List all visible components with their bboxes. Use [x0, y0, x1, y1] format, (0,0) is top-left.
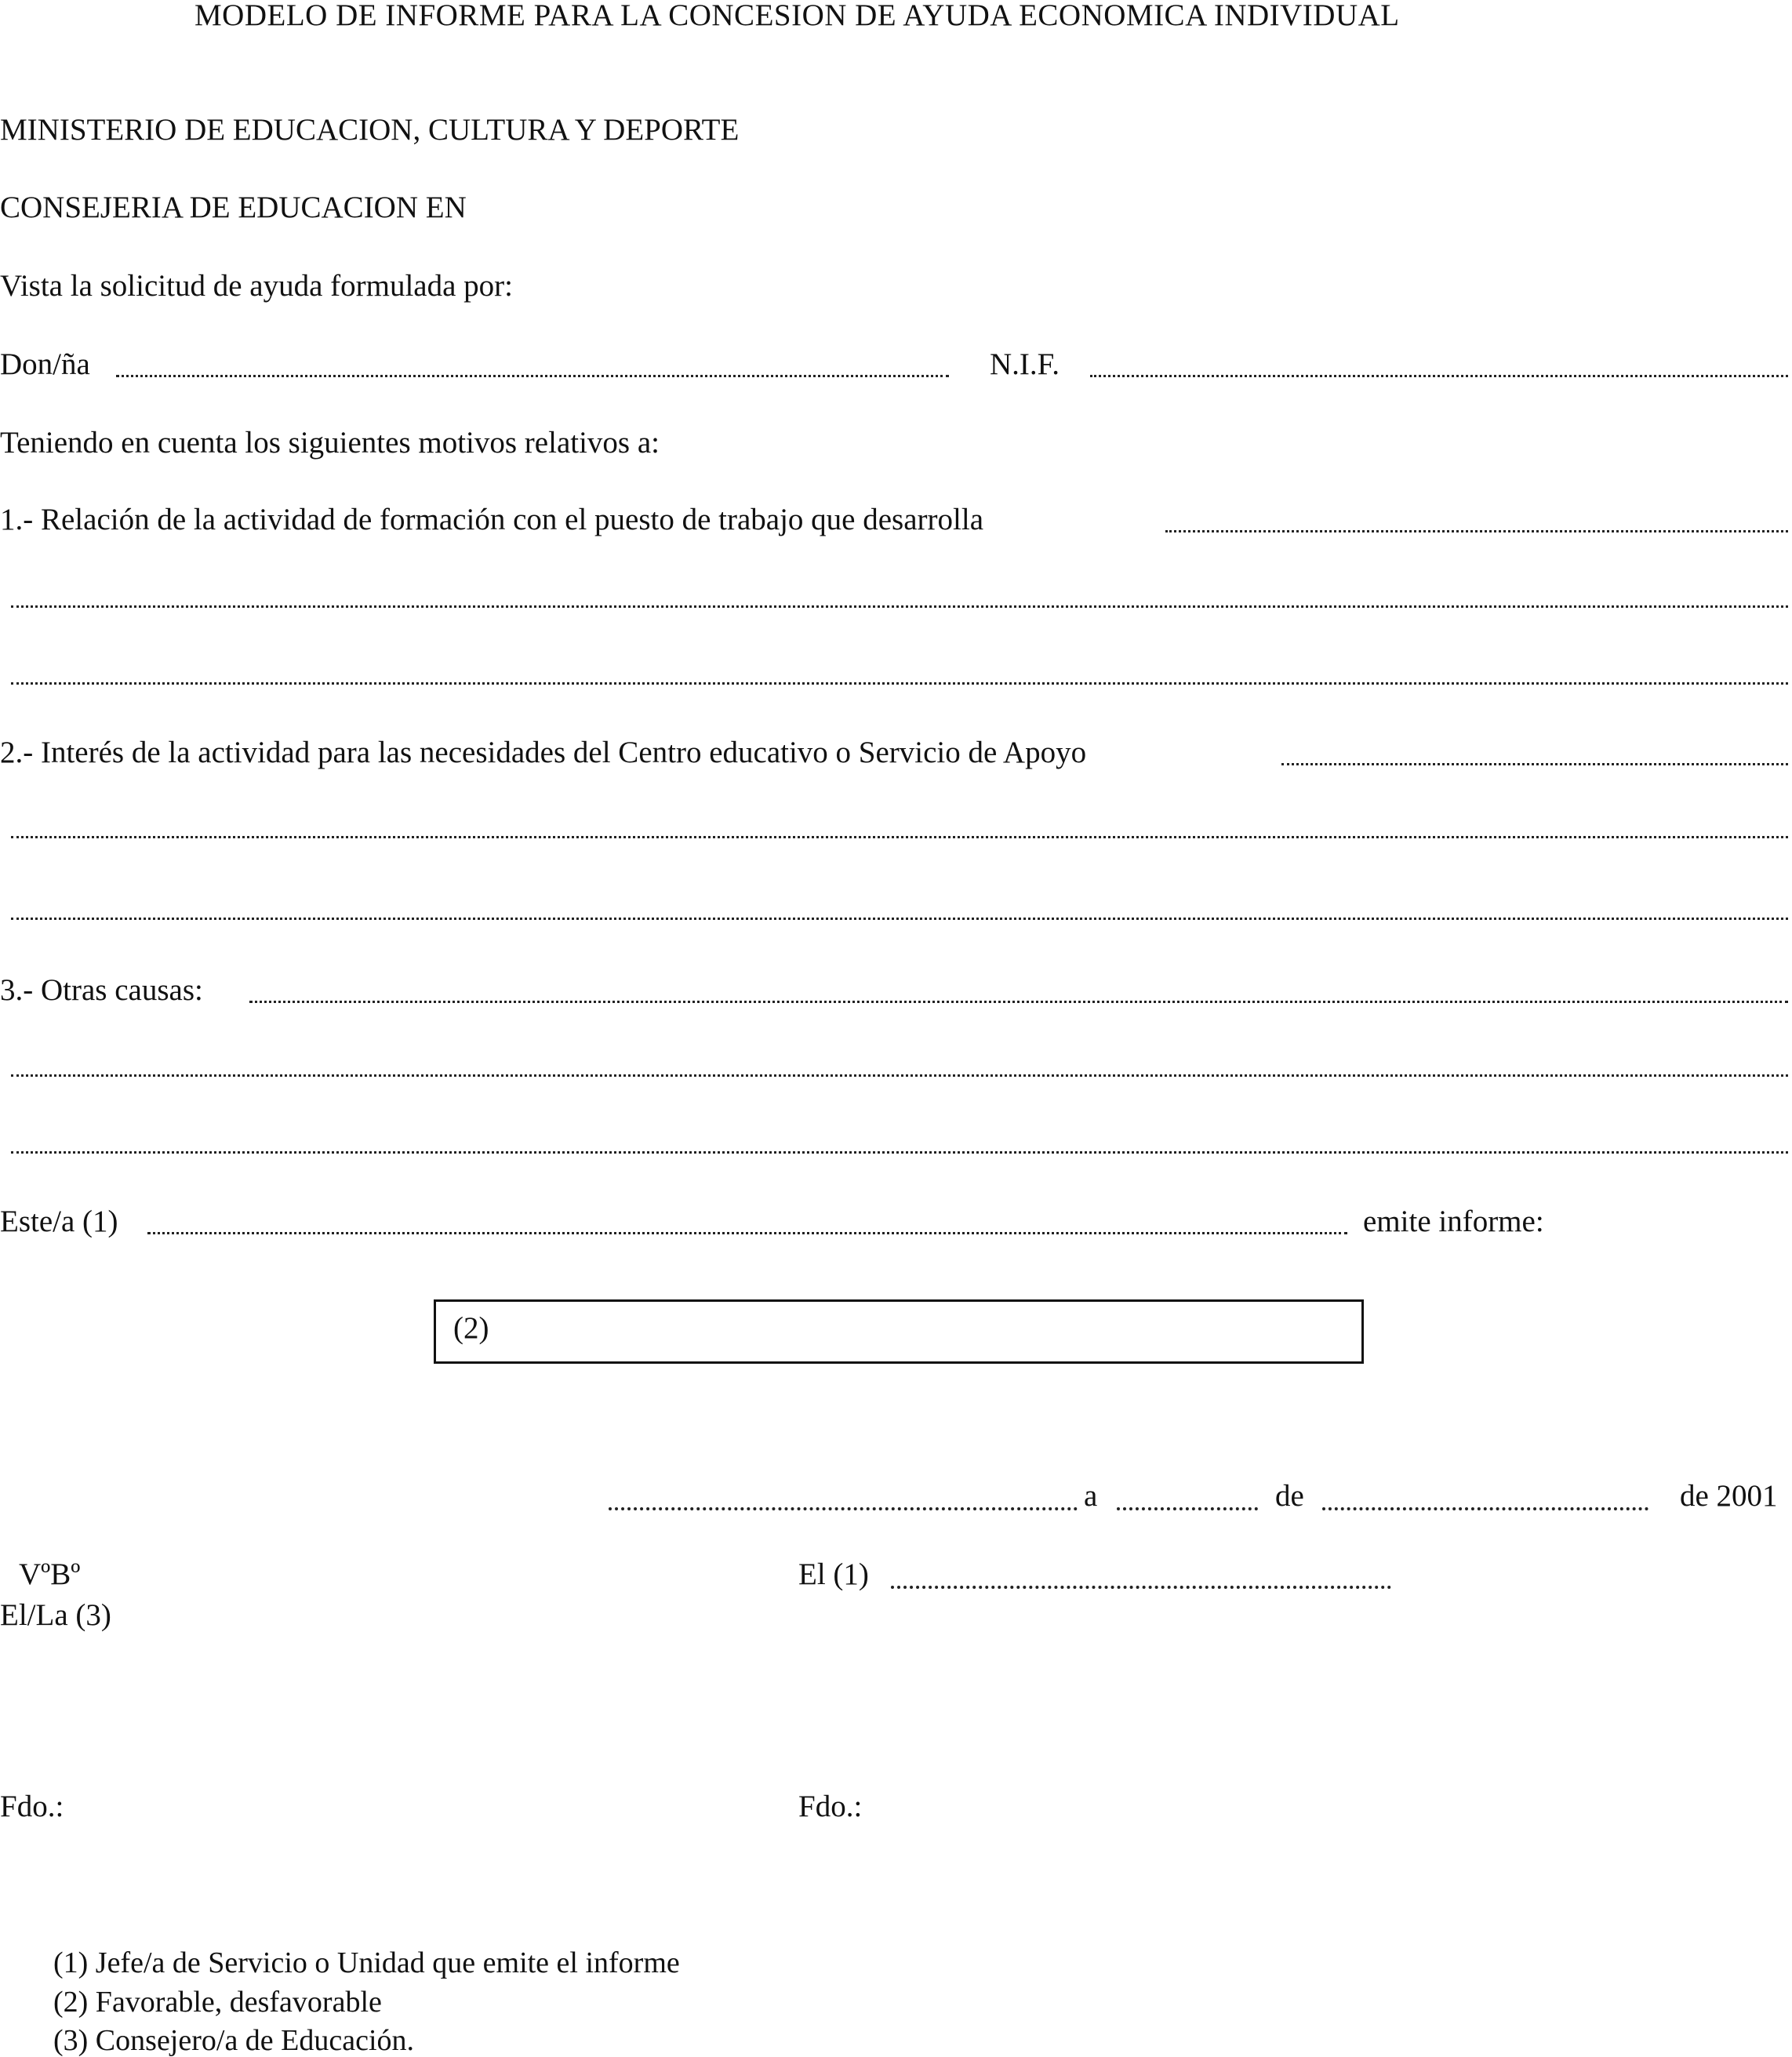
form-title: MODELO DE INFORME PARA LA CONCESION DE AYUDA ECONOMICA INDIVIDUAL	[194, 0, 1400, 32]
request-line: Vista la solicitud de ayuda formulada por:	[0, 269, 513, 303]
date-a-label: a	[1084, 1479, 1098, 1513]
consejeria-heading: CONSEJERIA DE EDUCACION EN	[0, 191, 467, 224]
vb-label: VºBº	[19, 1557, 81, 1591]
issuer-label: Este/a (1)	[0, 1205, 118, 1238]
vb-role: El/La (3)	[0, 1598, 111, 1632]
reason-2-field[interactable]	[1281, 763, 1788, 765]
reason-2-label: 2.- Interés de la actividad para las necesidades del Centro educativo o Servicio de Apoyo	[0, 736, 1087, 769]
signed-left: Fdo.:	[0, 1790, 64, 1823]
signer-label: El (1)	[798, 1557, 869, 1591]
applicant-name-field[interactable]	[116, 375, 949, 377]
nif-field[interactable]	[1090, 375, 1788, 377]
footnote-1: (1) Jefe/a de Servicio o Unidad que emite el informe	[53, 1946, 680, 1979]
nif-label: N.I.F.	[990, 347, 1060, 381]
reason-1-line-2[interactable]	[11, 605, 1788, 608]
footnote-3: (3) Consejero/a de Educación.	[53, 2024, 415, 2057]
reason-2-line-3[interactable]	[11, 918, 1788, 920]
reason-1-line-3[interactable]	[11, 682, 1788, 685]
signer-field[interactable]	[891, 1586, 1391, 1589]
issuer-suffix: emite informe:	[1363, 1205, 1544, 1238]
applicant-label: Don/ña	[0, 347, 90, 381]
result-box-label: (2)	[453, 1311, 489, 1345]
date-day-field[interactable]	[1117, 1507, 1258, 1510]
reason-1-label: 1.- Relación de la actividad de formación con el puesto de trabajo que desarrolla	[0, 503, 983, 536]
issuer-field[interactable]	[147, 1232, 1347, 1234]
report-result-box[interactable]	[434, 1299, 1364, 1364]
reason-3-field[interactable]	[249, 1001, 1788, 1003]
ministry-heading: MINISTERIO DE EDUCACION, CULTURA Y DEPORTE	[0, 113, 740, 147]
reason-3-line-2[interactable]	[11, 1074, 1788, 1077]
date-month-field[interactable]	[1322, 1507, 1648, 1510]
reason-2-line-2[interactable]	[11, 836, 1788, 838]
reasons-intro: Teniendo en cuenta los siguientes motivos relativos a:	[0, 426, 660, 460]
signed-right: Fdo.:	[798, 1790, 863, 1823]
footnote-2: (2) Favorable, desfavorable	[53, 1986, 382, 2019]
reason-1-field[interactable]	[1165, 530, 1788, 532]
reason-3-line-3[interactable]	[11, 1151, 1788, 1154]
date-de-label: de	[1275, 1479, 1304, 1513]
reason-3-label: 3.- Otras causas:	[0, 973, 203, 1007]
date-place-field[interactable]	[609, 1507, 1078, 1510]
date-year: de 2001	[1680, 1479, 1778, 1513]
